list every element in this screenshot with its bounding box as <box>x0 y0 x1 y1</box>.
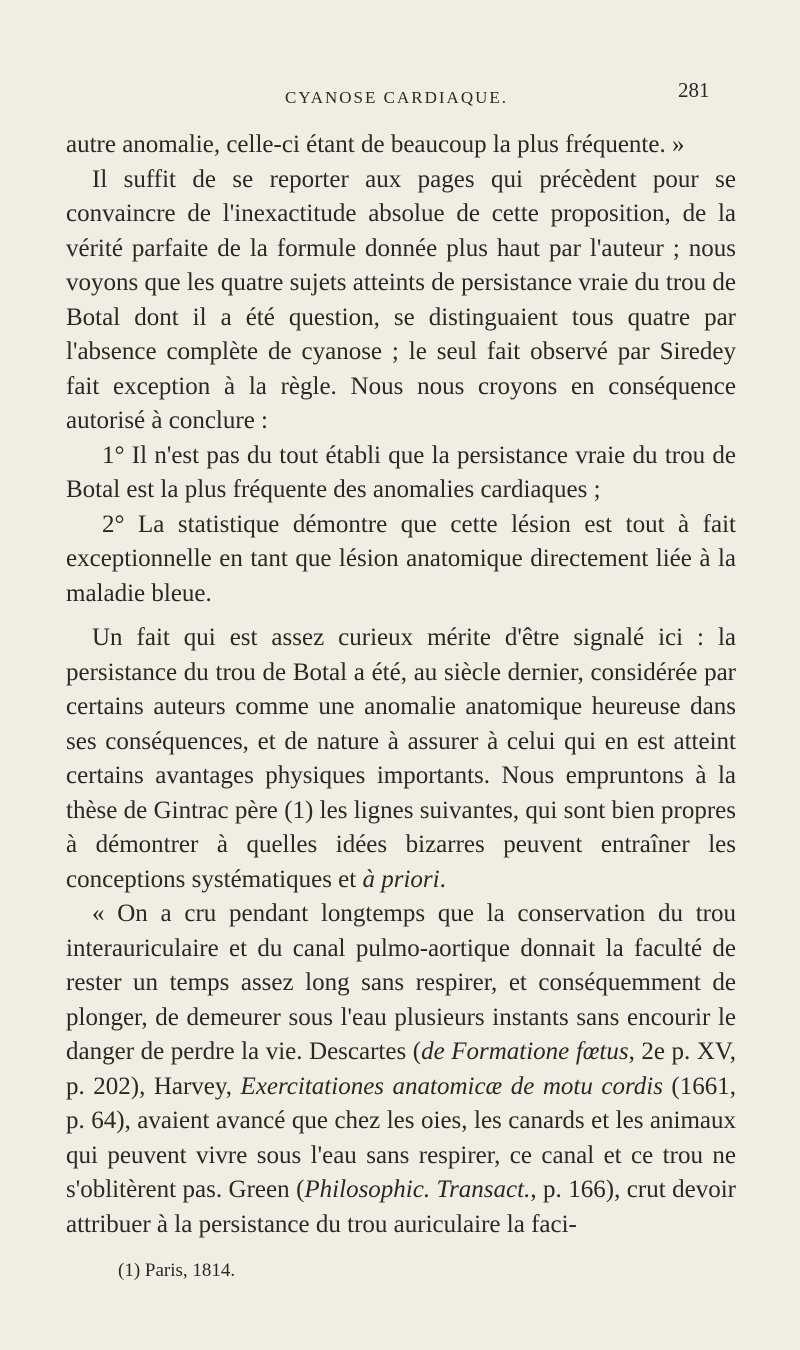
conclusion-item-1: 1° Il n'est pas du tout établi que la persistance vraie du trou de Botal est la plus fréquente des anomalies cardiaques ; <box>66 441 736 503</box>
italic-a-priori: à priori <box>362 865 440 893</box>
running-title: CYANOSE CARDIAQUE. <box>285 88 509 107</box>
paragraph-curious-fact: Un fait qui est assez curieux mérite d'être signalé ici : la persistance du trou de Botal a été, au siècle dernier, considérée par certains auteurs comme une anomalie anatomique heureuse dans ses conséquences, et de nature à assurer à celui qui en est atteint certains avantages physiques importants. Nous empruntons à la thèse de Gintrac père (1) les lignes suivantes, qui sont bien propres à démontrer à quelles idées bizarres peuvent entraîner les conceptions systématiques et à priori. <box>66 624 736 893</box>
italic-citation-harvey: Exercitationes anatomicæ de motu cordis <box>240 1072 663 1100</box>
italic-citation-green: Philosophic. Transact. <box>304 1176 531 1203</box>
conclusion-item-2: 2° La statistique démontre que cette lésion est tout à fait exceptionnelle en tant que lésion anatomique directement liée à la maladie bleue. <box>66 510 736 607</box>
body-text <box>66 128 736 1242</box>
paragraph-quotation: « On a cru pendant longtemps que la conservation du trou interauriculaire et du canal pulmo-aortique donnait la faculté de rester un temps assez long sans respirer, et conséquemment de plonger, de demeurer sous l'eau plusieurs instants sans encourir le danger de perdre la vie. Descartes (de Formatione fœtus, 2e p. XV, p. 202), Harvey, Exercitationes anatomicæ de motu cordis (1661, p. 64), avaient avancé que chez les oies, les canards et les animaux qui peuvent vivre sous l'eau sans respirer, ce canal et ce trou ne s'oblitèrent pas. Green (Philosophic. Transact., p. 166), crut devoir attribuer à la persistance du trou auriculaire la faci- <box>66 900 737 1238</box>
paragraph-argument: Il suffit de se reporter aux pages qui précèdent pour se convaincre de l'inexactitude absolue de cette proposition, de la vérité parfaite de la formule donnée plus haut par l'auteur ; nous voyons que les quatre sujets atteints de persistance vraie du trou de Botal dont il a été question, se distinguaient tous quatre par l'absence complète de cyanose ; le seul fait observé par Siredey fait exception à la règle. Nous nous croyons en conséquence autorisé à conclure : <box>66 165 736 434</box>
paragraph-continuation: autre anomalie, celle-ci étant de beaucoup la plus fréquente. » <box>66 131 685 158</box>
page-header <box>0 78 800 108</box>
footnote: (1) Paris, 1814. <box>118 1260 236 1281</box>
italic-citation-descartes: de Formatione fœtus <box>421 1038 629 1065</box>
page-number: 281 <box>678 78 710 102</box>
